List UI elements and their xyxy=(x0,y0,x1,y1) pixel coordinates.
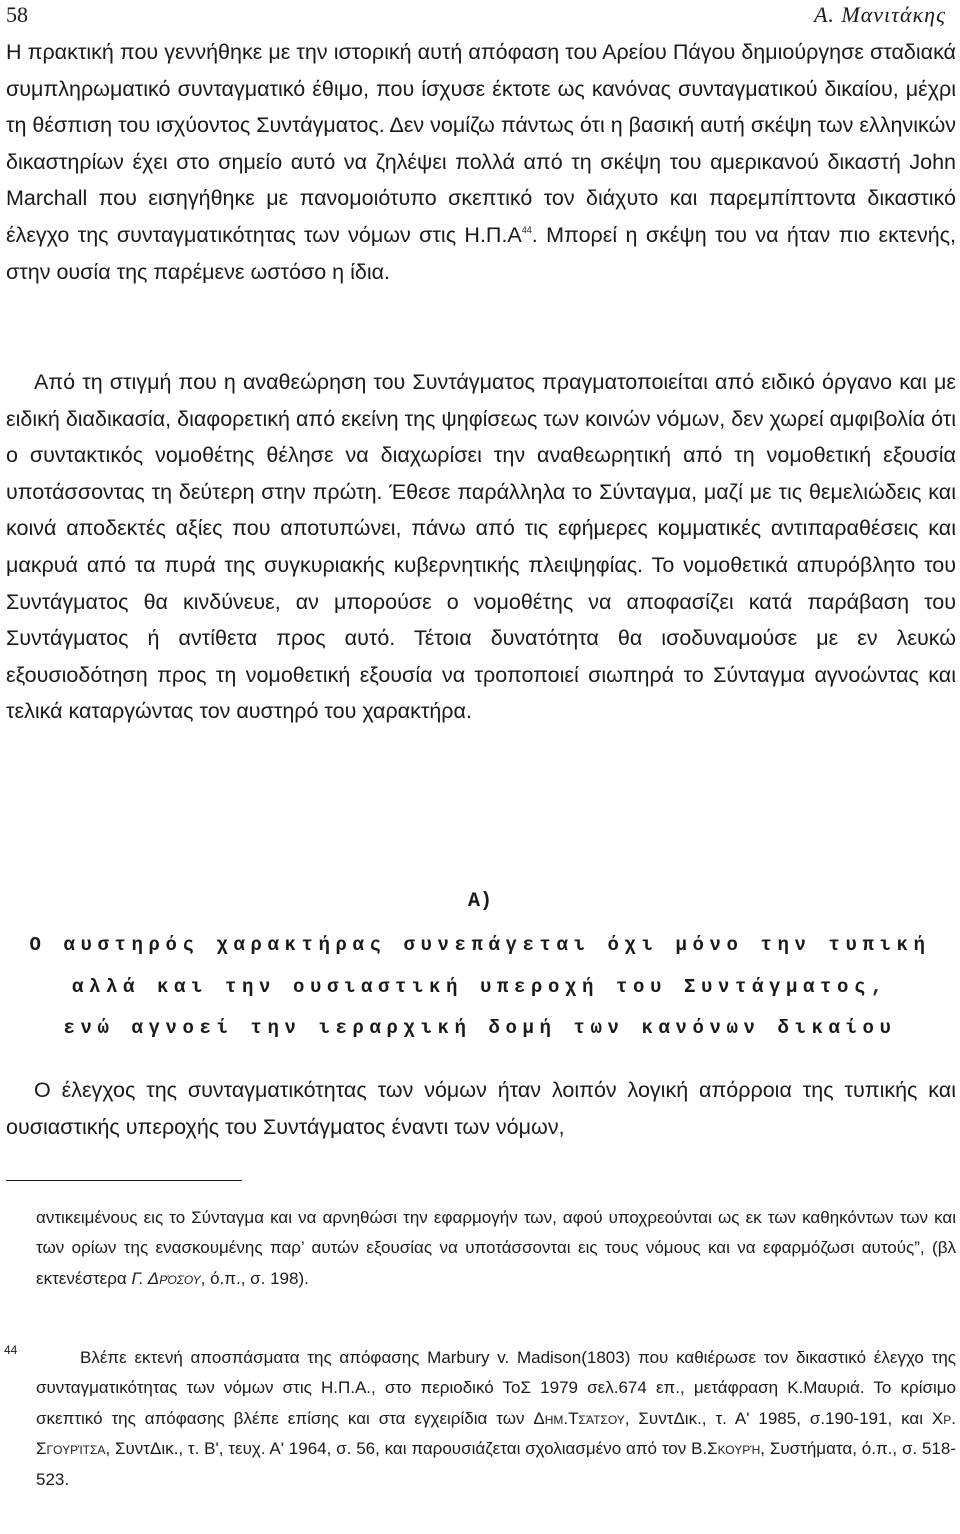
footnote-separator xyxy=(6,1180,242,1181)
footnote-44-author-1: Δημ.Τσάτσου xyxy=(533,1408,625,1428)
section-letter: Α) xyxy=(467,890,492,913)
footnote-continued-tail: , ό.π., σ. 198). xyxy=(200,1268,309,1288)
footnote-number-44: 44 xyxy=(4,1343,18,1357)
paragraph-1-text: Η πρακτική που γεννήθηκε με την ιστορική αυτή απόφαση του Αρείου Πάγου δημιούργησε σταδιακά συμπληρωματικό συνταγματικό έθιμο, που ίσχυσε έκτοτε ως κανόνας συνταγματικού δικαίου, μέχρι τη θέσπιση του ισχύοντος Συντάγματος. Δεν νομίζω πάντως ότι η βασική αυτή σκέψη των ελληνικών δικαστηρίων έχει στο σημείο αυτό να ζηλέψει πολλά από τη σκέψη του αμερικανού δικαστή John Marchall που εισηγήθηκε με πανομοιότυπο σκεπτικό τον διάχυτο και παρεμπίπτοντα δικαστικό έλεγχο της συνταγματικότητας των νόμων στις Η.Π.Α xyxy=(6,40,956,247)
footnote-44-text-3: , ΣυντΔικ., τ. Β', τευχ. Α' 1964, σ. 56, και παρουσιάζεται σχολιασμένο από τον xyxy=(105,1439,692,1459)
body-paragraph-3: Ο έλεγχος της συνταγματικότητας των νόμων ήταν λοιπόν λογική απόρροια της τυπικής και ουσιαστικής υπεροχής του Συντάγματος έναντι των νόμων, xyxy=(6,1078,956,1139)
paragraph-1-text-end: . Μπορεί η σκέψη του να ήταν πιο εκτενής, στην ουσία της παρέμενε ωστόσο η ίδια. xyxy=(6,222,957,284)
body-paragraph-1 xyxy=(6,34,956,290)
footnote-author: Γ. Δρόσου xyxy=(131,1268,201,1288)
footnote-continued-text: αντικειμένους εις το Σύνταγμα και να αρνηθώσι την εφαρμογήν των, αφού υποχρεούνται ως εκ των καθηκόντων των και των ορίων της ενασκουμένης παρ’ αυτών εξουσίας να υποτάσσονται εις τους νόμους και να εφαρμόζωσι αυτούς”, (βλ εκτενέστερα xyxy=(36,1208,956,1288)
footnote-44-text-4: , Συστήματα, ό.π., σ. 518- 523. xyxy=(36,1439,957,1489)
footnote-reference-44[interactable]: 44 xyxy=(521,224,532,235)
running-head: Α. Μανιτάκης xyxy=(813,2,946,27)
page-header xyxy=(0,0,960,34)
section-title-line-1: Ο αυστηρός χαρακτήρας συνεπάγεται όχι μόνο την τυπική xyxy=(29,934,931,956)
footnote-continued xyxy=(36,1203,956,1294)
footnote-44-text-1: Βλέπε εκτενή αποσπάσματα της απόφασης Marbury v. Madison(1803) που καθιέρωσε τον δικαστικό έλεγχο της συνταγματικότητας των νόμων στις Η.Π.Α., στο περιοδικό ΤοΣ 1979 σελ.674 επ., μετάφραση Κ.Μαυριά. Το κρίσιμο σκεπτικό της απόφασης βλέπε επίσης και στα εγχειρίδια των xyxy=(36,1348,956,1428)
footnote-44-text-2: , ΣυντΔικ., τ. Α' 1985, σ.190-191, και xyxy=(624,1408,932,1428)
section-title-line-2: αλλά και την ουσιαστική υπεροχή του Συντάγματος, xyxy=(71,975,889,998)
footnote-44-author-3: Β.Σκουρή xyxy=(691,1439,761,1459)
footnote-44-author-2: Χρ. Σγουρίτσα xyxy=(36,1408,956,1459)
section-title-line-3: ενώ αγνοεί την ιεραρχική δομή των κανόνων δικαίου xyxy=(63,1017,897,1039)
page-number: 58 xyxy=(6,2,28,27)
footnote-44 xyxy=(36,1343,956,1495)
body-paragraph-2: Από τη στιγμή που η αναθεώρηση του Συντάγματος πραγματοποιείται από ειδικό όργανο και με ειδική διαδικασία, διαφορετική από εκείνη της ψηφίσεως των κοινών νόμων, δεν χωρεί αμφιβολία ότι ο συντακτικός νομοθέτης θέλησε να διαχωρίσει την αναθεωρητική από τη νομοθετική εξουσία υποτάσσοντας τη δεύτερη στην πρώτη. Έθεσε παράλληλα το Σύνταγμα, μαζί με τις θεμελιώδεις και κοινά αποδεκτές αξίες που αποτυπώνει, πάνω από τις εφήμερες κομματικές αντιπαραθέσεις και μακρυά από τα πυρά της συγκυριακής κυβερνητικής πλειψηφίας. Το νομοθετικά απυρόβλητο του Συντάγματος θα κινδύνευε, αν μπορούσε ο νομοθέτης να αποφασίζει κατά παράβαση του Συντάγματος ή αντίθετα προς αυτό. Τέτοια δυνατότητα θα ισοδυναμούσε με εν λευκώ εξουσιοδότηση προς τη νομοθετική εξουσία να τροποποιεί σιωπηρά το Σύνταγμα αγνοώντας και τελικά καταργώντας τον αυστηρό του χαρακτήρα. xyxy=(6,370,956,724)
section-heading xyxy=(0,890,960,1050)
